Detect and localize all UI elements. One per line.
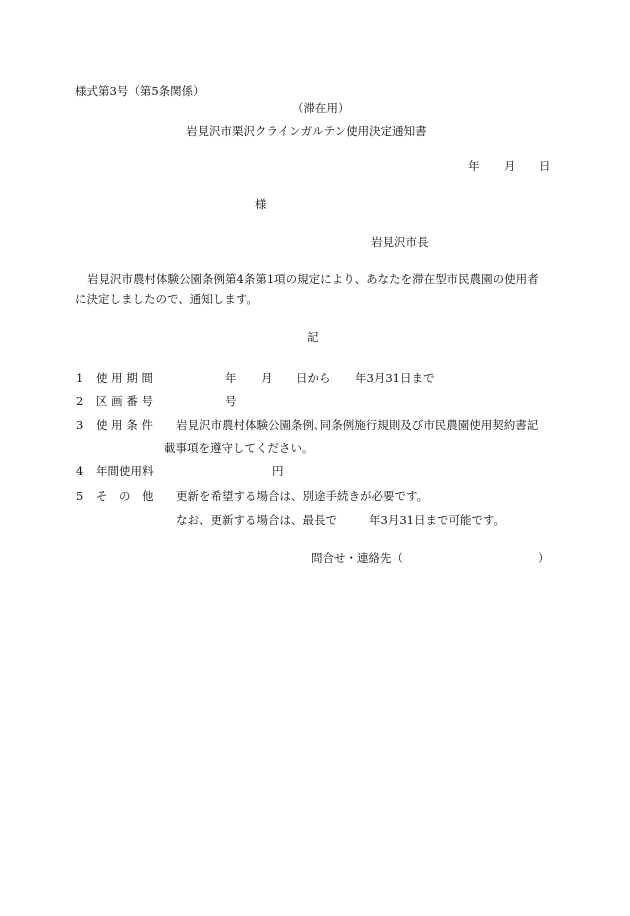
- item-label: 年間使用料: [96, 464, 154, 478]
- date-day: 日: [539, 159, 551, 173]
- date-month: 月: [504, 159, 516, 173]
- form-number-label: 様式第3号（第5条関係）: [75, 84, 205, 98]
- item-number: 4: [76, 464, 84, 478]
- ki-heading: 記: [307, 330, 319, 344]
- period-end: 年3月31日まで: [355, 371, 435, 385]
- item-number: 1: [76, 371, 84, 385]
- period-month: 月: [261, 371, 273, 385]
- other-line-1: 更新を希望する場合は、別途手続きが必要です。: [176, 489, 429, 503]
- document-subtitle: （滞在用）: [292, 101, 350, 115]
- conditions-line-1: 岩見沢市農村体験公園条例､同条例施行規則及び市民農園使用契約書記: [176, 418, 539, 432]
- item-label: そ の 他: [96, 489, 154, 503]
- period-day-from: 日から: [296, 371, 331, 385]
- item-label: 区 画 番 号: [96, 394, 153, 408]
- lot-suffix: 号: [225, 394, 237, 408]
- item-number: 5: [76, 489, 84, 503]
- period-year: 年: [225, 371, 237, 385]
- contact-close: ）: [538, 551, 550, 565]
- item-number: 3: [76, 418, 84, 432]
- conditions-line-2: 載事項を遵守してください。: [164, 441, 314, 455]
- item-number: 2: [76, 394, 84, 408]
- other-line-2a: なお、更新する場合は、最長で: [176, 513, 337, 527]
- addressee-suffix: 様: [255, 197, 267, 211]
- document-title: 岩見沢市栗沢クラインガルテン使用決定通知書: [186, 124, 427, 138]
- notice-body-line-2: に決定しましたので、通知します。: [75, 292, 258, 306]
- notice-body-line-1: 岩見沢市農村体験公園条例第4条第1項の規定により、あなたを滞在型市民農園の使用者: [87, 272, 539, 286]
- item-label: 使 用 条 件: [96, 418, 153, 432]
- item-label: 使 用 期 間: [96, 371, 153, 385]
- contact-label: 問合せ・連絡先（: [311, 551, 403, 565]
- date-year: 年: [468, 159, 480, 173]
- fee-unit: 円: [272, 464, 284, 478]
- issuer-name: 岩見沢市長: [371, 235, 429, 249]
- other-line-2b: 年3月31日まで可能です。: [369, 513, 506, 527]
